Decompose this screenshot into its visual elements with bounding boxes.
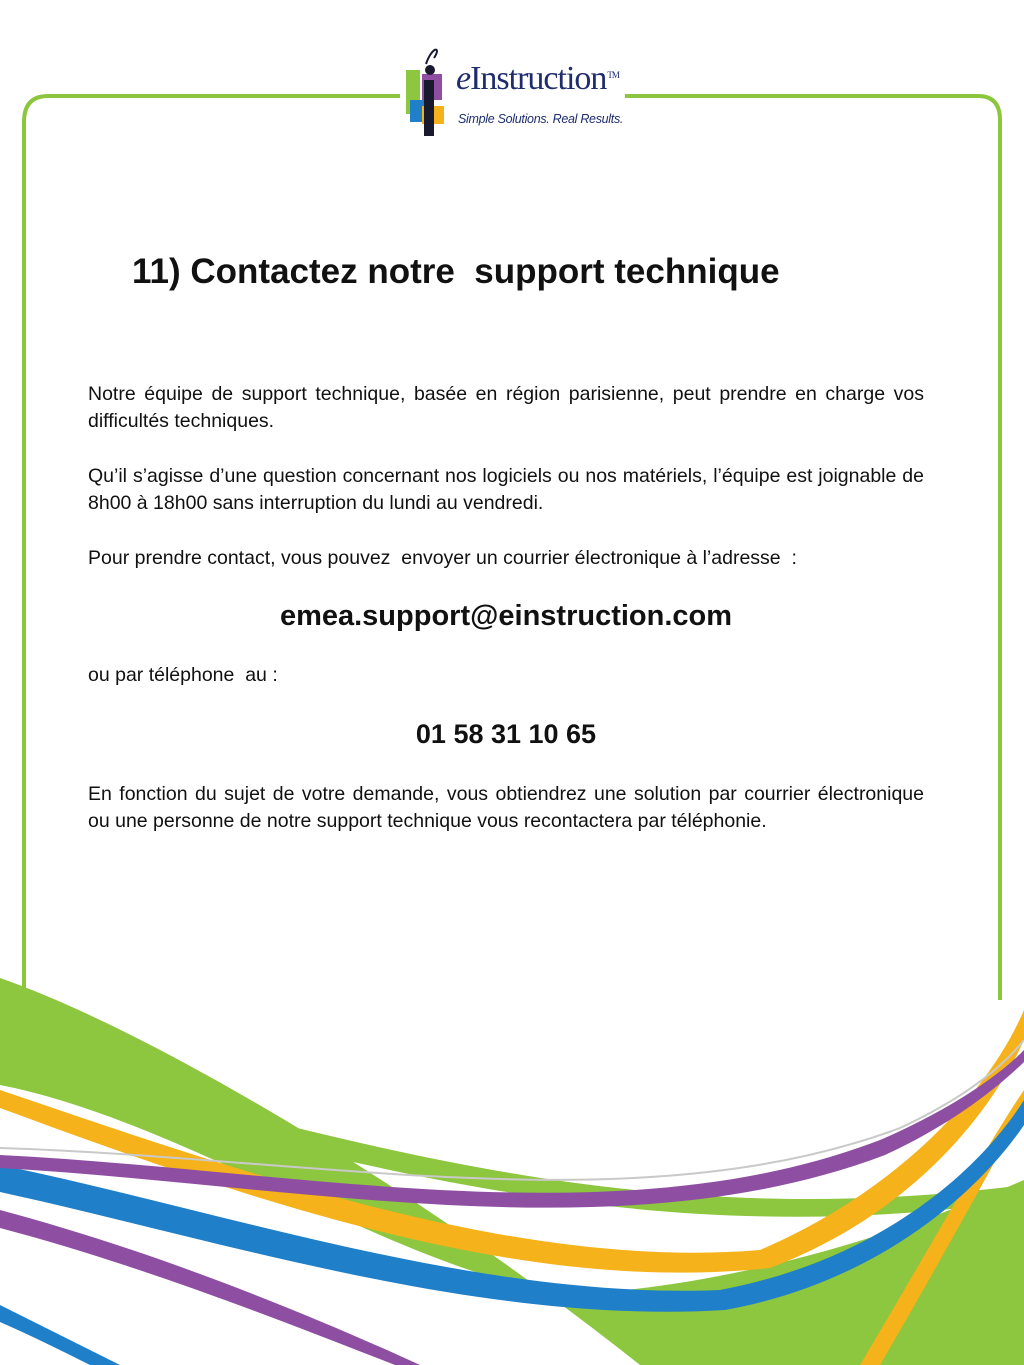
logo-wordmark-prefix: e (456, 60, 471, 97)
logo-tagline: Simple Solutions. Real Results. (458, 112, 624, 126)
logo-wordmark (456, 60, 619, 98)
hours-paragraph: Qu’il s’agisse d’une question concernant nos logiciels ou nos matériels, l’équipe est joignable de 8h00 à 18h00 sans interruption du lundi au vendredi. (88, 465, 924, 514)
closing-paragraph: En fonction du sujet de votre demande, vous obtiendrez une solution par courrier électronique ou une personne de notre support technique vous recontactera par téléphonie. (88, 783, 924, 832)
logo-wordmark-main: Instruction (470, 60, 607, 97)
logo-mark-icon (404, 44, 452, 138)
logo-trademark: TM (607, 70, 619, 80)
page-title: 11) Contactez notre support technique (132, 252, 780, 291)
email-lead-text: Pour prendre contact, vous pouvez envoyer un courrier électronique à l’adresse : (88, 547, 797, 569)
phone-lead-text: ou par téléphone au : (88, 664, 278, 686)
support-email[interactable]: emea.support@einstruction.com (279, 600, 733, 632)
support-phone-number[interactable]: 01 58 31 10 65 (415, 719, 597, 749)
intro-paragraph: Notre équipe de support technique, basée en région parisienne, peut prendre en charge vos difficultés techniques. (88, 383, 924, 432)
einstruction-logo (400, 42, 625, 140)
